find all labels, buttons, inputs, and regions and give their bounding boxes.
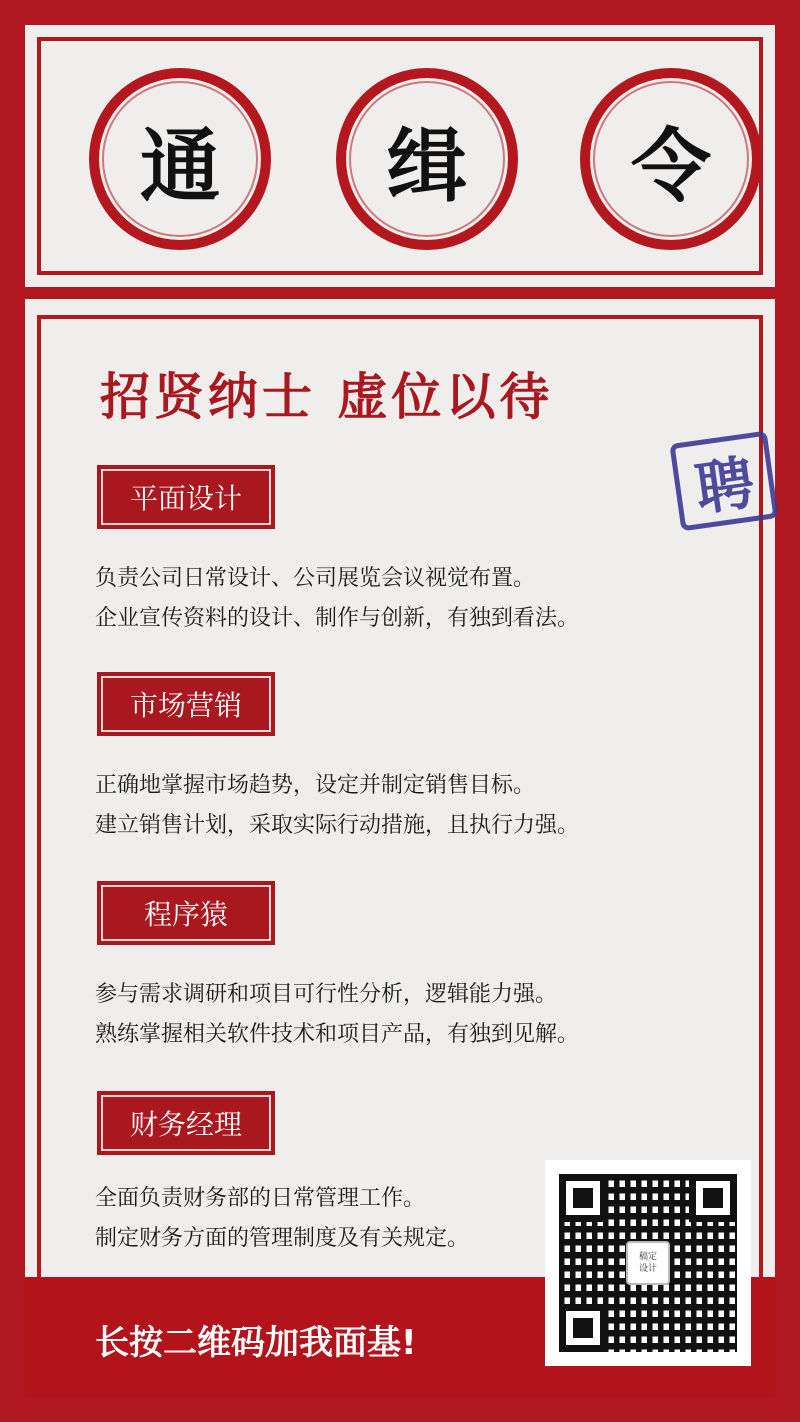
job-description — [95, 559, 715, 639]
job-description-line: 正确地掌握市场趋势，设定并制定销售目标。 — [95, 773, 536, 798]
job-description-line: 参与需求调研和项目可行性分析，逻辑能力强。 — [95, 982, 558, 1007]
seal-character: 缉 — [387, 118, 467, 213]
seal-character: 通 — [140, 118, 220, 213]
slogan-heading: 招贤纳士 虚位以待 — [100, 367, 554, 426]
job-description-line: 制定财务方面的管理制度及有关规定。 — [95, 1226, 470, 1251]
seal-circle — [580, 68, 762, 250]
job-description — [95, 975, 715, 1055]
job-description-line: 全面负责财务部的日常管理工作。 — [95, 1186, 426, 1211]
qr-logo-text: 稿定 — [638, 1252, 657, 1262]
qr-finder — [559, 1174, 607, 1222]
job-title-tag: 平面设计 — [97, 465, 275, 529]
job-description-line: 企业宣传资料的设计、制作与创新，有独到看法。 — [95, 606, 580, 631]
job-title-tag: 程序猿 — [97, 881, 275, 945]
job-description-line: 建立销售计划，采取实际行动措施，且执行力强。 — [95, 813, 580, 838]
job-description-line: 负责公司日常设计、公司展览会议视觉布置。 — [95, 566, 536, 591]
qr-finder — [559, 1304, 607, 1352]
seal-circle — [89, 68, 271, 250]
job-description-line: 熟练掌握相关软件技术和项目产品，有独到见解。 — [95, 1022, 580, 1047]
hire-stamp — [669, 431, 778, 532]
job-title-tag: 市场营销 — [97, 672, 275, 736]
seal-character: 令 — [631, 118, 711, 213]
qr-logo — [626, 1241, 670, 1285]
job-title-tag: 财务经理 — [97, 1091, 275, 1155]
job-description — [95, 766, 715, 846]
qr-code[interactable] — [545, 1160, 751, 1366]
qr-logo-text: 设计 — [638, 1264, 657, 1274]
stamp-character: 聘 — [691, 448, 759, 524]
header-panel — [25, 25, 775, 287]
seal-circle — [336, 68, 518, 250]
qr-code-pattern — [559, 1174, 737, 1352]
footer-cta: 长按二维码加我面基! — [95, 1323, 417, 1363]
qr-finder — [689, 1174, 737, 1222]
